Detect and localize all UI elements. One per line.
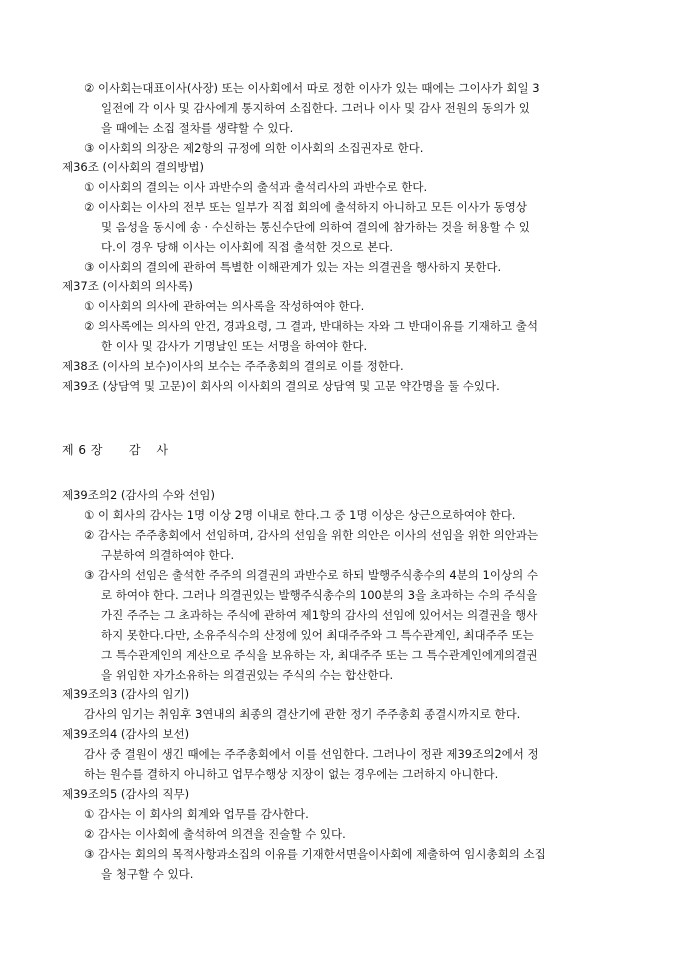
text-line: 감사 중 결원이 생긴 때에는 주주총회에서 이를 선임한다. 그러나이 정관 제39조의2에서 정 [84,747,539,761]
text-line: ① 이사회의 의사에 관하여는 의사록을 작성하여야 한다. [84,299,365,313]
text-line: 하지 못한다.다만, 소유주식수의 산정에 있어 최대주주와 그 특수관계인, 최대주주 또는 [101,628,534,642]
text-line: ③ 이사회의 의장은 제2항의 규정에 의한 이사회의 소집권자로 한다. [84,141,424,155]
text-line: ② 이사회는대표이사(사장) 또는 이사회에서 따로 정한 이사가 있는 때에는 그이사가 회일 3 [84,81,540,95]
article-heading: 제39조의4 (감사의 보선) [62,727,190,741]
text-line: 하는 원수를 결하지 아니하고 업무수행상 지장이 없는 경우에는 그러하지 아니한다. [84,767,499,781]
text-line: ② 감사는 이사회에 출석하여 의견을 진술할 수 있다. [84,827,346,841]
article-heading: 제39조 (상담역 및 고문)이 회사의 이사회의 결의로 상담역 및 고문 약간명을 둘 수있다. [62,379,500,393]
text-line: ① 감사는 이 회사의 회계와 업무를 감사한다. [84,807,309,821]
chapter-number: 제 6 장 [62,443,103,457]
text-line: ① 이사회의 결의는 이사 과반수의 출석과 출석리사의 과반수로 한다. [84,180,428,194]
article-heading: 제37조 (이사회의 의사록) [62,279,193,293]
chapter-heading [62,440,174,460]
text-line: 한 이사 및 감사가 기명날인 또는 서명을 하여야 한다. [101,339,368,353]
chapter-title: 감 사 [128,443,174,457]
text-line: ② 의사록에는 의사의 안건, 경과요령, 그 결과, 반대하는 자와 그 반대이유를 기재하고 출석 [84,319,538,333]
text-line: 감사의 임기는 취임후 3연내의 최종의 결산기에 관한 정기 주주총회 종결시까지로 한다. [84,707,521,721]
text-line: ① 이 회사의 감사는 1명 이상 2명 이내로 한다.그 중 1명 이상은 상근으로하여야 한다. [84,508,516,522]
article-heading: 제38조 (이사의 보수)이사의 보수는 주주총회의 결의로 이를 정한다. [62,359,404,373]
text-line: ② 감사는 주주총회에서 선임하며, 감사의 선임을 위한 의안은 이사의 선임을 위한 의안과는 [84,528,539,542]
text-line: 을 위임한 자가소유하는 의결권있는 주식의 수는 합산한다. [101,668,394,682]
article-heading: 제39조의3 (감사의 임기) [62,687,190,701]
text-line: 다.이 경우 당해 이사는 이사회에 직접 출석한 것으로 본다. [101,240,394,254]
text-line: 가진 주주는 그 초과하는 주식에 관하여 제1항의 감사의 선임에 있어서는 의결권을 행사 [101,608,538,622]
text-line: 그 특수관계인의 계산으로 주식을 보유하는 자, 최대주주 또는 그 특수관계인에게의결권 [101,648,538,662]
text-line: ② 이사회는 이사의 전부 또는 일부가 직접 회의에 출석하지 아니하고 모든 이사가 동영상 [84,200,527,214]
article-heading: 제36조 (이사회의 결의방법) [62,160,205,174]
text-line: ③ 감사의 선임은 출석한 주주의 의결권의 과반수로 하되 발행주식총수의 4분의 1이상의 수 [84,568,538,582]
text-line: 로 하여야 한다. 그러나 의결권있는 발행주식총수의 100분의 3을 초과하는 수의 주식을 [101,588,538,602]
text-line: 을 때에는 소집 절차를 생략할 수 있다. [101,121,294,135]
text-line: 일전에 각 이사 및 감사에게 통지하여 소집한다. 그러나 이사 및 감사 전원의 동의가 있 [101,101,530,115]
article-heading: 제39조의2 (감사의 수와 선임) [62,488,215,502]
text-line: ③ 감사는 회의의 목적사항과소집의 이유를 기재한서면을이사회에 제출하여 임시총회의 소집 [84,847,546,861]
text-line: 및 음성을 동시에 송 · 수신하는 통신수단에 의하여 결의에 참가하는 것을 허용할 수 있 [101,220,530,234]
article-heading: 제39조의5 (감사의 직무) [62,787,190,801]
text-line: 구분하여 의결하여야 한다. [101,548,235,562]
text-line: ③ 이사회의 결의에 관하여 특별한 이해관계가 있는 자는 의결권을 행사하지 못한다. [84,260,502,274]
text-line: 을 청구할 수 있다. [101,867,194,881]
